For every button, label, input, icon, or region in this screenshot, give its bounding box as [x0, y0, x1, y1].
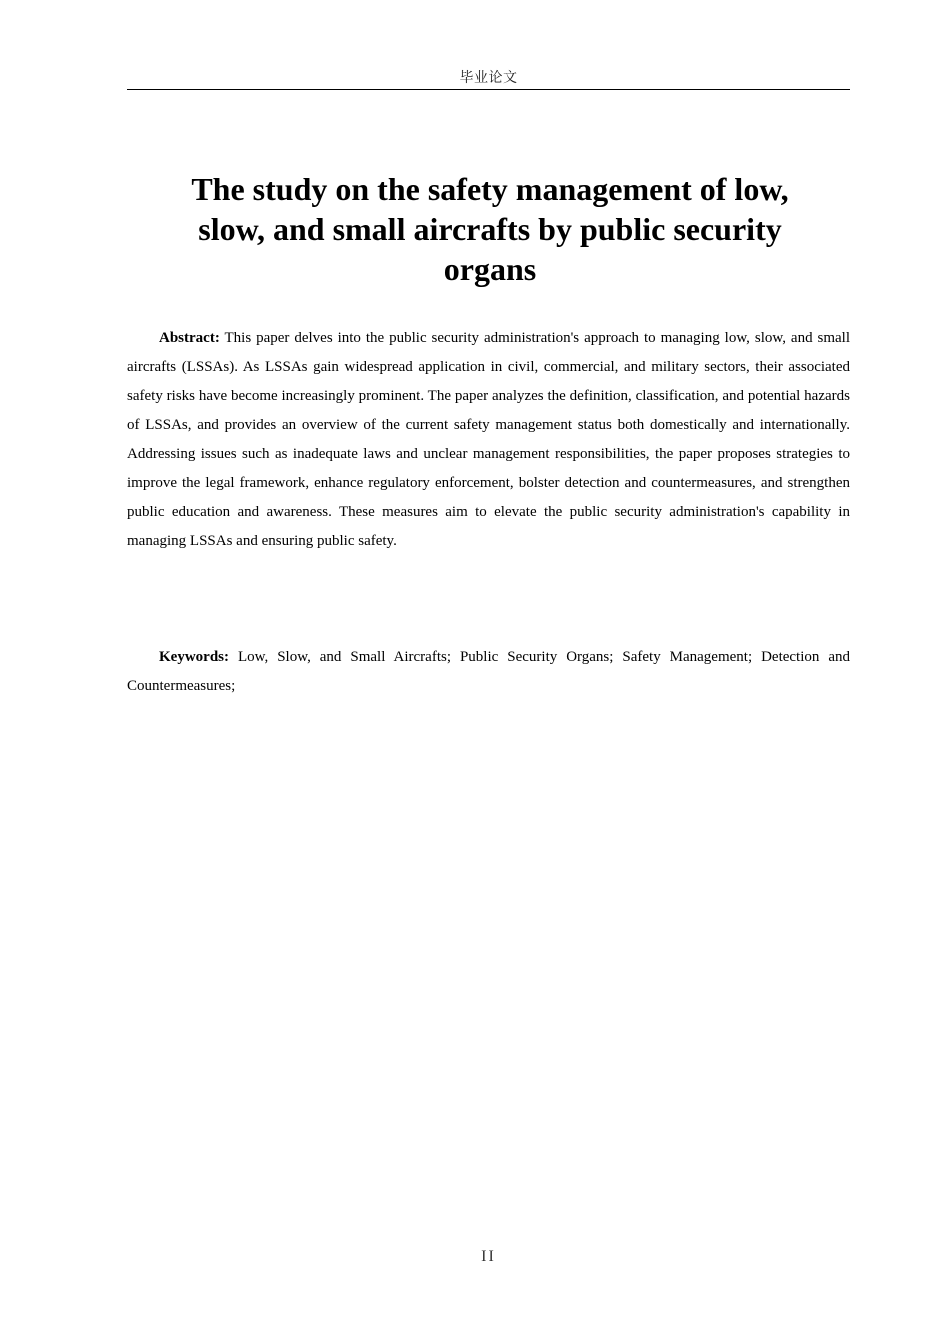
paper-title: The study on the safety management of low, slow, and small aircrafts by public security organs	[191, 171, 789, 287]
keywords-paragraph	[127, 643, 850, 701]
page-number: II	[481, 1248, 496, 1265]
running-header	[127, 68, 850, 90]
keywords-label: Keywords:	[159, 649, 229, 665]
abstract-text: This paper delves into the public security administration's approach to managing low, slow, and small aircrafts (LSSAs). As LSSAs gain widespread application in civil, commercial, and military sectors, their associated safety risks have become increasingly prominent. The paper analyzes the definition, classification, and potential hazards of LSSAs, and provides an overview of the current safety management status both domestically and internationally. Addressing issues such as inadequate laws and unclear management responsibilities, the paper proposes strategies to improve the legal framework, enhance regulatory enforcement, bolster detection and countermeasures, and strengthen public education and awareness. These measures aim to elevate the public security administration's capability in managing LSSAs and ensuring public safety.	[127, 330, 850, 549]
keywords-text: Low, Slow, and Small Aircrafts; Public Security Organs; Safety Management; Detection and Countermeasures;	[127, 649, 851, 694]
abstract-paragraph	[127, 324, 850, 556]
abstract-label: Abstract:	[159, 330, 220, 346]
header-text: 毕业论文	[459, 70, 518, 86]
